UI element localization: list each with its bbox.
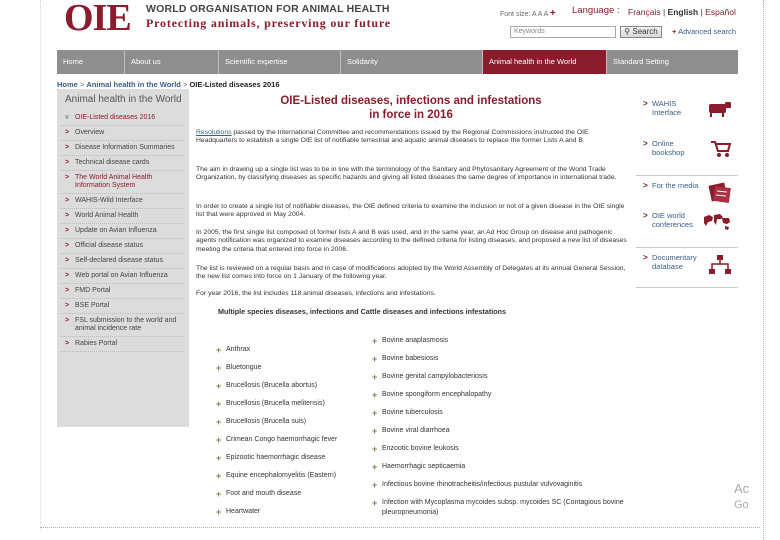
paragraph-1-text: passed by the International Committee and recommendations issued by the Regional Commissions instructed the OIE Headquarters to establish a single OIE list of notifiable terrestrial and aquatic animal diseases to replace the former Lists A and B. bbox=[196, 129, 589, 145]
arrow-icon: > bbox=[643, 181, 648, 190]
list-item[interactable]: + Equine encephalomyelitis (Eastern) bbox=[216, 471, 376, 489]
list-item[interactable]: + Crimean Congo haemorrhagic fever bbox=[216, 435, 376, 453]
page-title bbox=[196, 94, 626, 122]
sidebar-item-technical-cards[interactable]: > Technical disease cards bbox=[61, 156, 183, 171]
documentary-database-link[interactable] bbox=[636, 248, 738, 288]
cart-icon bbox=[710, 140, 732, 158]
nav-standard-setting[interactable]: Standard Setting bbox=[613, 57, 669, 66]
list-item[interactable]: + Foot and mouth disease bbox=[216, 489, 376, 507]
wahis-interface-link[interactable] bbox=[636, 94, 738, 136]
list-item[interactable]: + Bovine babesiosis bbox=[372, 354, 624, 372]
paragraph-4: In 2005, the first single list composed of former lists A and B was used, and in the same year, an Ad Hoc Group on disease and pathogenic agents notification was organized to examine diseases according to the defined criteria for listing diseases, and proposed a new list of diseases meeting the criteria that entered into force in 2006. bbox=[196, 229, 627, 253]
sidebar-item-wahis-wild[interactable]: > WAHIS-Wild Interface bbox=[61, 194, 183, 209]
lang-english[interactable]: English bbox=[667, 7, 699, 17]
for-the-media-label: For the media bbox=[652, 181, 699, 190]
newspaper-icon bbox=[706, 182, 732, 204]
oie-world-conferences-link[interactable] bbox=[636, 206, 738, 248]
language-label: Language : bbox=[572, 5, 620, 16]
breadcrumb-separator: > bbox=[79, 80, 85, 89]
font-size-label: Font size: bbox=[500, 11, 531, 18]
org-subtitle: Protecting animals, preserving our future bbox=[146, 16, 391, 30]
sidebar-item-rabies-portal[interactable]: > Rabies Portal bbox=[61, 337, 183, 352]
plus-icon: + bbox=[672, 27, 677, 36]
wahis-interface-label: WAHIS Interface bbox=[652, 99, 682, 117]
sidebar-item-fmd-portal[interactable]: > FMD Portal bbox=[61, 284, 183, 299]
paragraph-5: The list is reviewed on a regular basis and in case of modifications adopted by the World Assembly of Delegates at its annual General Session, the new list comes into force on 1 January of the following year. bbox=[196, 265, 626, 281]
sidebar-item-bse-portal[interactable]: > BSE Portal bbox=[61, 299, 183, 314]
arrow-icon: > bbox=[643, 253, 648, 262]
list-item[interactable]: + Bluetongue bbox=[216, 363, 376, 381]
world-map-icon bbox=[702, 212, 732, 232]
nav-animal-health[interactable]: Animal health in the World bbox=[483, 50, 607, 74]
list-subheading: Multiple species diseases, infections and Cattle diseases and infections infestations bbox=[218, 307, 506, 316]
watermark-line2: Go bbox=[734, 499, 749, 511]
cattle-diseases-list bbox=[372, 336, 624, 520]
sidebar-item-self-declared[interactable]: > Self-declared disease status bbox=[61, 254, 183, 269]
search-icon: ⚲ bbox=[624, 27, 631, 36]
list-item[interactable]: + Brucellosis (Brucella suis) bbox=[216, 417, 376, 435]
nav-home[interactable]: Home bbox=[57, 50, 125, 74]
language-switcher: Français | English | Español bbox=[628, 7, 736, 17]
paragraph-6: For year 2016, the list includes 118 animal diseases, infections and infestations. bbox=[196, 290, 436, 297]
breadcrumb-section[interactable]: Animal health in the World bbox=[86, 80, 181, 89]
sidebar-item-fsl[interactable]: > FSL submission to the world and animal incidence rate bbox=[61, 314, 183, 337]
search-button-label: Search bbox=[632, 27, 658, 36]
search-input[interactable]: Keywords bbox=[510, 26, 616, 38]
paragraph-3: In order to create a single list of notifiable diseases, the OIE defined criteria to examine the inclusion or not of a given disease in the OIE single list that were approved in May 2004. bbox=[196, 203, 625, 219]
breadcrumb-separator: > bbox=[182, 80, 188, 89]
paragraph-2: The aim in drawing up a single list was to be in line with the terminology of the Sanitary and Phytosanitary Agreement of the World Trade Organization, by classifying diseases as specific hazards and giving all listed diseases the same degree of importance in international trade. bbox=[196, 166, 617, 182]
paragraph-resolutions bbox=[196, 129, 630, 146]
logo-text: OIE bbox=[64, 0, 131, 39]
sidebar-item-disease-summaries[interactable]: > Disease Information Summaries bbox=[61, 141, 183, 156]
list-item[interactable]: + Bovine spongiform encephalopathy bbox=[372, 390, 624, 408]
font-size-increase-button[interactable]: + bbox=[549, 8, 556, 19]
oie-logo[interactable] bbox=[64, 0, 136, 40]
list-item[interactable]: + Haemorrhagic septicaemia bbox=[372, 462, 624, 480]
list-item[interactable]: + Anthrax bbox=[216, 345, 376, 363]
oie-world-conferences-label: OIE world conferences bbox=[652, 211, 693, 229]
resolutions-link[interactable]: Resolutions bbox=[196, 129, 232, 136]
multiple-species-list bbox=[216, 345, 376, 525]
nav-solidarity[interactable]: Solidarity bbox=[341, 50, 483, 74]
advanced-search-link[interactable] bbox=[672, 26, 736, 38]
sidebar-item-listed-diseases[interactable]: v OIE-Listed diseases 2016 bbox=[61, 111, 183, 126]
sidebar-title: Animal health in the World bbox=[65, 94, 182, 105]
sidebar-item-web-portal-ai[interactable]: > Web portal on Avian Influenza bbox=[61, 269, 183, 284]
sidebar-item-overview[interactable]: > Overview bbox=[61, 126, 183, 141]
breadcrumb-current: OIE-Listed diseases 2016 bbox=[189, 80, 280, 89]
sidebar-item-avian-influenza[interactable]: > Update on Avian Influenza bbox=[61, 224, 183, 239]
list-item[interactable]: + Brucellosis (Brucella abortus) bbox=[216, 381, 376, 399]
watermark-line1: Ac bbox=[734, 481, 750, 496]
lang-spanish[interactable]: Español bbox=[705, 7, 736, 17]
sidebar-item-wahis[interactable]: > The World Animal Health Information System bbox=[61, 171, 183, 194]
sidebar-item-world-animal-health[interactable]: > World Animal Health bbox=[61, 209, 183, 224]
lang-french[interactable]: Français bbox=[628, 7, 661, 17]
database-icon bbox=[708, 254, 732, 276]
list-item[interactable]: + Epizootic haemorrhagic disease bbox=[216, 453, 376, 471]
list-item[interactable]: + Bovine genital campylobacteriosis bbox=[372, 372, 624, 390]
nav-about-us[interactable]: About us bbox=[125, 50, 219, 74]
page-title-line2: in force in 2016 bbox=[369, 109, 453, 121]
font-size-control bbox=[500, 8, 556, 19]
cow-icon bbox=[706, 100, 732, 118]
windows-activation-watermark bbox=[734, 480, 749, 514]
online-bookshop-label: Online bookshop bbox=[652, 139, 685, 157]
slide-frame-left bbox=[40, 0, 41, 530]
breadcrumb-home[interactable]: Home bbox=[57, 80, 78, 89]
list-item[interactable]: + Enzootic bovine leukosis bbox=[372, 444, 624, 462]
list-item[interactable]: + Bovine tuberculosis bbox=[372, 408, 624, 426]
list-item[interactable]: + Infectious bovine rhinotracheitis/infectious pustular vulvovaginitis bbox=[372, 480, 624, 498]
sidebar-item-official-status[interactable]: > Official disease status bbox=[61, 239, 183, 254]
list-item[interactable]: + Heartwater bbox=[216, 507, 376, 525]
online-bookshop-link[interactable] bbox=[636, 134, 738, 176]
advanced-search-label: Advanced search bbox=[678, 27, 737, 36]
list-item[interactable]: + Brucellosis (Brucella melitensis) bbox=[216, 399, 376, 417]
nav-scientific-expertise[interactable]: Scientific expertise bbox=[219, 50, 341, 74]
arrow-icon: > bbox=[643, 99, 648, 108]
main-nav bbox=[57, 50, 738, 74]
page-title-line1: OIE-Listed diseases, infections and infestations bbox=[280, 95, 542, 107]
list-item[interactable]: + Bovine viral diarrhoea bbox=[372, 426, 624, 444]
org-title: WORLD ORGANISATION FOR ANIMAL HEALTH bbox=[146, 3, 390, 15]
arrow-icon: > bbox=[643, 211, 648, 220]
list-item[interactable]: + Bovine anaplasmosis bbox=[372, 336, 624, 354]
search-button[interactable] bbox=[620, 26, 662, 38]
list-item[interactable]: + Infection with Mycoplasma mycoides subsp. mycoides SC (Contagious bovine pleuropneumonia) bbox=[372, 498, 624, 520]
documentary-database-label: Documentary database bbox=[652, 253, 697, 271]
arrow-icon: > bbox=[643, 139, 648, 148]
breadcrumb bbox=[57, 80, 280, 89]
slide-frame-bottom bbox=[40, 527, 760, 528]
font-size-buttons[interactable]: A A A bbox=[531, 11, 548, 18]
slide-frame-right bbox=[763, 0, 764, 540]
sidebar bbox=[57, 89, 189, 427]
